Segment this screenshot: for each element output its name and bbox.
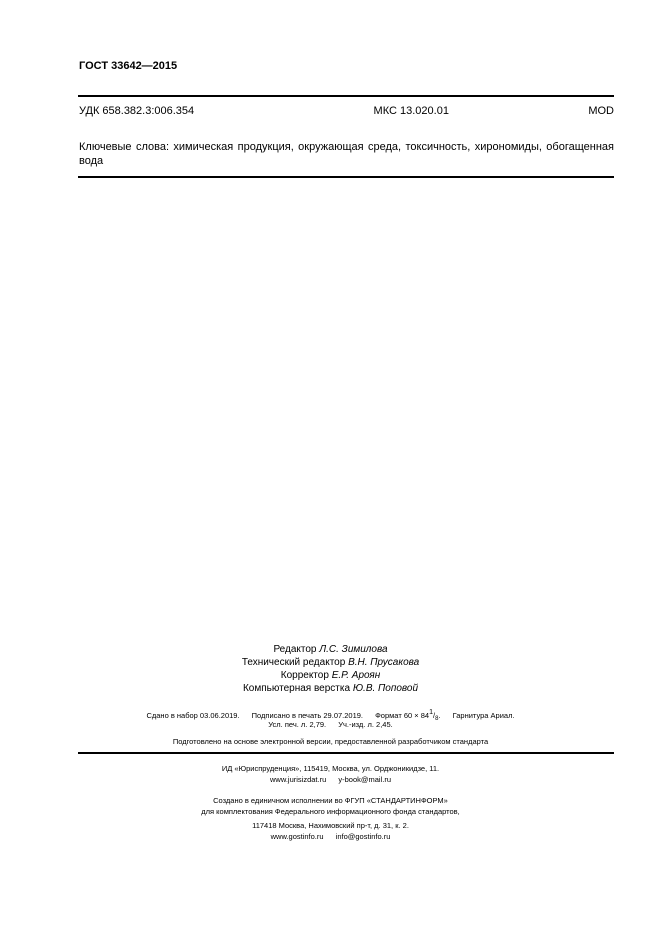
standartinform-email-link[interactable]: info@gostinfo.ru: [335, 832, 391, 841]
print-sheets-line: Усл. печ. л. 2,79. Уч.-изд. л. 2,45.: [268, 720, 393, 729]
format-value: Формат $60 \times 84^1/_8$.: [375, 709, 441, 722]
corrector-line: Корректор Е.Р. Ароян: [280, 670, 381, 681]
standartinform-contacts: [0, 832, 661, 841]
standartinform-address: 117418 Москва, Нахимовский пр-т, д. 31, к. 2.: [252, 821, 409, 830]
mks-code: МКС 13.020.01: [373, 105, 449, 117]
tech-editor-line: Технический редактор В.Н. Прусакова: [241, 657, 420, 668]
degree-of-conformity: MOD: [588, 105, 614, 117]
bottom-divider: [78, 752, 614, 754]
editor-line: Редактор Л.С. Зимилова: [273, 644, 388, 655]
prepared-note: Подготовлено на основе электронной версии, предоставленной разработчиком стандарта: [172, 737, 489, 746]
keywords-divider: [78, 176, 614, 178]
publisher-site-link[interactable]: www.jurisizdat.ru: [270, 775, 327, 784]
publisher-address: ИД «Юриспруденция», 115419, Москва, ул. Орджоникидзе, 11.: [221, 764, 440, 773]
publisher-contacts: [0, 775, 661, 784]
created-line-2: для комплектования Федерального информационного фонда стандартов,: [201, 807, 460, 816]
keywords: Ключевые слова: химическая продукция, окружающая среда, токсичность, хирономиды, обогащенная вода: [79, 141, 614, 167]
layout-line: Компьютерная верстка Ю.В. Поповой: [242, 683, 419, 694]
print-dates-line: Сдано в набор 03.06.2019. Подписано в печать 29.07.2019. Формат $60 \times 84^1/_8$. Гарнитура Ариал.: [146, 709, 515, 722]
publisher-email-link[interactable]: y-book@mail.ru: [338, 775, 391, 784]
top-divider: [78, 95, 614, 97]
udk-code: УДК 658.382.3:006.354: [79, 105, 195, 117]
credits-block: [0, 643, 661, 695]
standard-id: ГОСТ 33642—2015: [79, 60, 178, 72]
standartinform-site-link[interactable]: www.gostinfo.ru: [270, 832, 324, 841]
created-line-1: Создано в единичном исполнении во ФГУП «СТАНДАРТИНФОРМ»: [213, 796, 448, 805]
classification-row: [79, 105, 614, 117]
